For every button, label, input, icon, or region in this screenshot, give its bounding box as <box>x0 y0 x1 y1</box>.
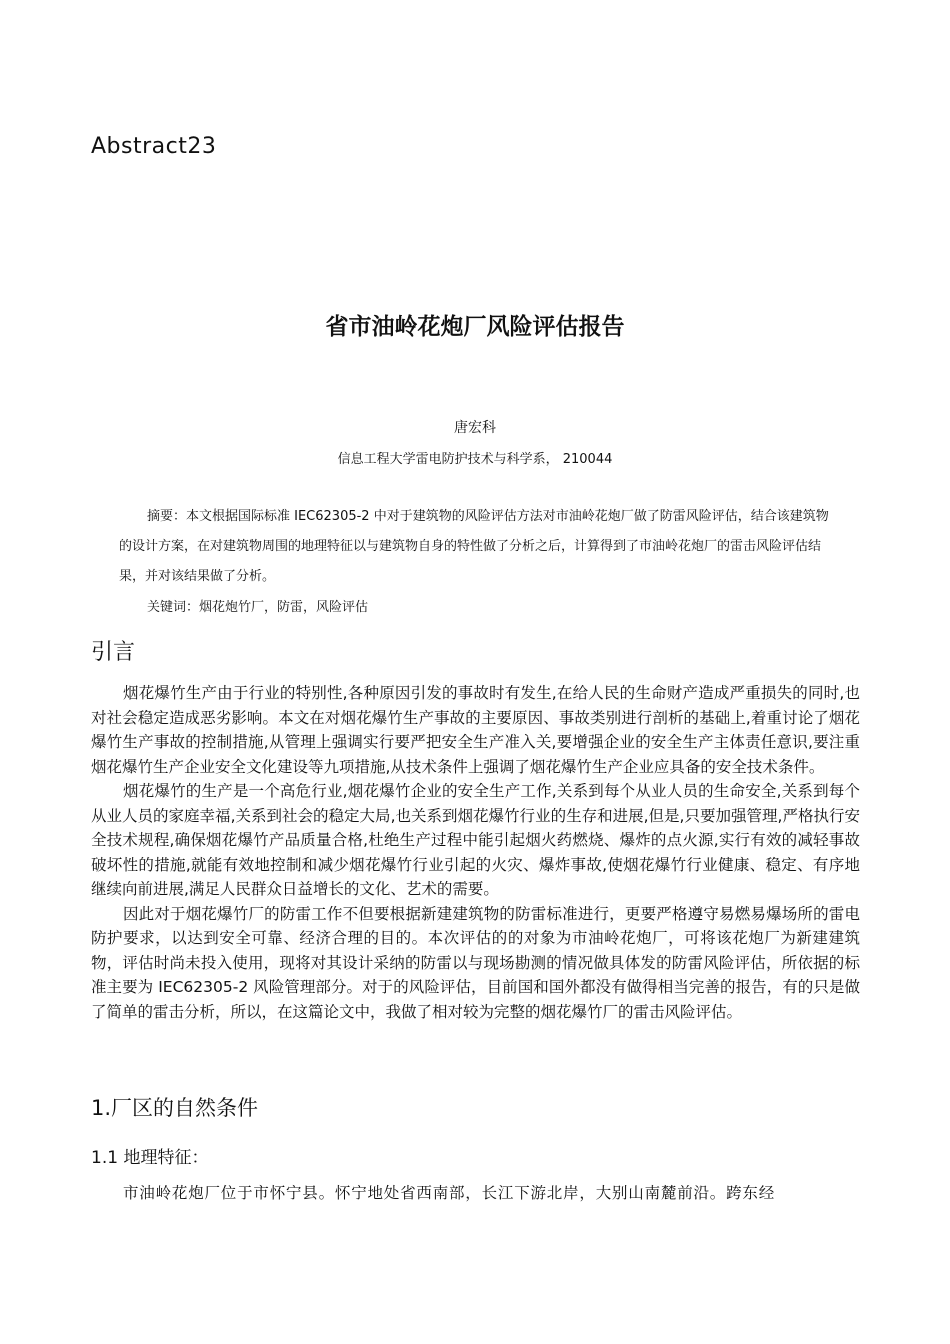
subsection-heading: 1.1 地理特征： <box>91 1148 209 1168</box>
intro-heading: 引言 <box>91 640 136 665</box>
intro-body <box>91 681 860 1024</box>
paper-title: 省市油岭花炮厂风险评估报告 <box>325 314 625 340</box>
author-name: 唐宏科 <box>454 420 496 436</box>
subsection-paragraph: 市油岭花炮厂位于市怀宁县。怀宁地处省西南部，长江下游北岸，大别山南麓前沿。跨东经 <box>123 1184 776 1202</box>
intro-paragraph: 烟花爆竹生产由于行业的特别性,各种原因引发的事故时有发生,在给人民的生命财产造成严重损失的同时,也对社会稳定造成恶劣影响。本文在对烟花爆竹生产事故的主要原因、事故类别进行剖析的基础上,着重讨论了烟花爆竹生产事故的控制措施,从管理上强调实行要严把安全生产准入关,要增强企业的安全生产主体责任意识,要注重烟花爆竹生产企业安全文化建设等九项措施,从技术条件上强调了烟花爆竹生产企业应具备的安全技术条件。 <box>91 684 860 776</box>
intro-paragraph: 烟花爆竹的生产是一个高危行业,烟花爆竹企业的安全生产工作,关系到每个从业人员的生命安全,关系到每个从业人员的家庭幸福,关系到社会的稳定大局,也关系到烟花爆竹行业的生存和进展,但是,只要加强管理,严格执行安全技术规程,确保烟花爆竹产品质量合格,杜绝生产过程中能引起烟火药燃烧、爆炸的点火源,实行有效的减轻事故破坏性的措施,就能有效地控制和减少烟花爆竹行业引起的火灾、爆炸事故,使烟花爆竹行业健康、稳定、有序地继续向前进展,满足人民群众日益增长的文化、艺术的需要。 <box>91 782 860 898</box>
abstract-text: 摘要：本文根据国际标准 IEC62305-2 中对于建筑物的风险评估方法对市油岭花炮厂做了防雷风险评估，结合该建筑物的设计方案，在对建筑物周围的地理特征以与建筑物自身的特性做了分析之后，计算得到了市油岭花炮厂的雷击风险评估结果，并对该结果做了分析。 <box>119 509 829 584</box>
abstract-label: Abstract23 <box>91 134 217 159</box>
section-heading: 1.厂区的自然条件 <box>91 1096 259 1120</box>
intro-paragraph: 因此对于烟花爆竹厂的防雷工作不但要根据新建建筑物的防雷标准进行，更要严格遵守易燃易爆场所的雷电防护要求，以达到安全可靠、经济合理的目的。本次评估的的对象为市油岭花炮厂，可将该花炮厂为新建建筑物，评估时尚未投入使用，现将对其设计采纳的防雷以与现场勘测的情况做具体发的防雷风险评估，所依据的标准主要为 IEC62305-2 风险管理部分。对于的风险评估，目前国和国外都没有做得相当完善的报告，有的只是做了简单的雷击分析，所以，在这篇论文中，我做了相对较为完整的烟花爆竹厂的雷击风险评估。 <box>91 904 860 1021</box>
keywords: 关键词：烟花炮竹厂，防雷，风险评估 <box>147 600 369 615</box>
author-affiliation: 信息工程大学雷电防护技术与科学系， 210044 <box>337 452 613 467</box>
